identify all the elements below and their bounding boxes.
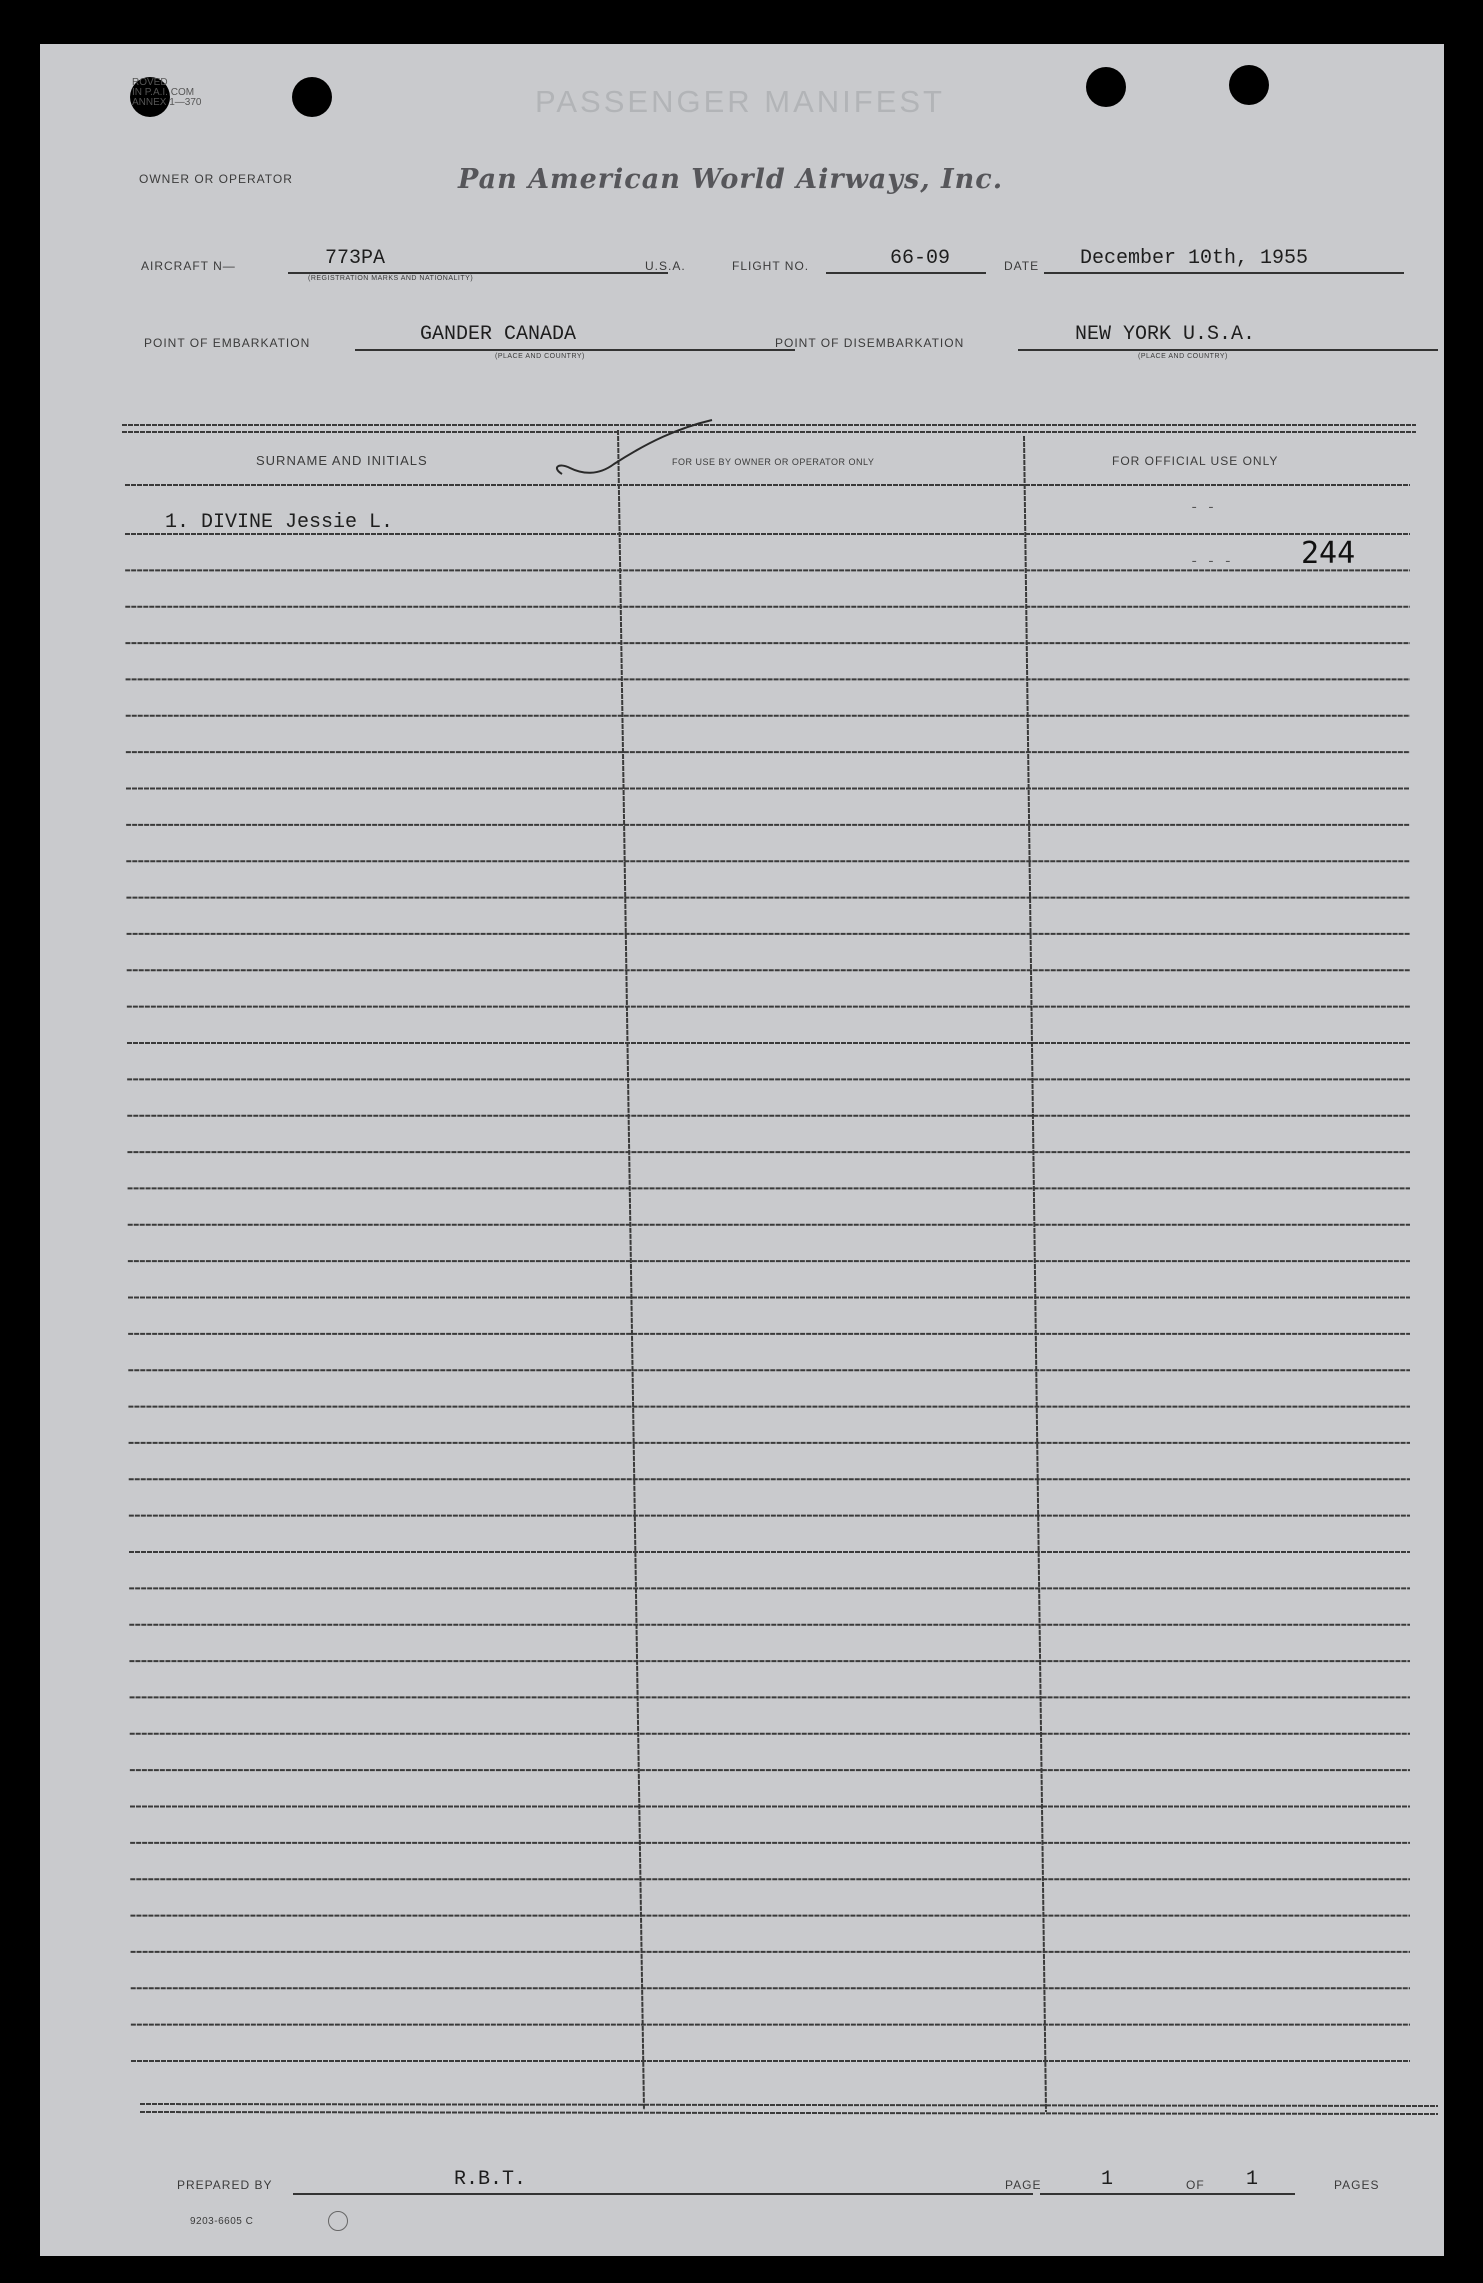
- official-marks: - -: [1190, 500, 1216, 516]
- manifest-sheet: [40, 44, 1444, 2256]
- pages-value: 1: [1246, 2168, 1259, 2191]
- approved-stamp-line: IN P.A.I. COM: [132, 87, 195, 98]
- table-bottom-rule: [140, 2104, 1438, 2106]
- embark-caption: (PLACE AND COUNTRY): [495, 353, 585, 360]
- disembark-caption: (PLACE AND COUNTRY): [1138, 353, 1228, 360]
- embark-label: POINT OF EMBARKATION: [144, 336, 311, 350]
- aircraft-label: AIRCRAFT N—: [141, 259, 236, 273]
- check-mark: [548, 416, 718, 496]
- page-value: 1: [1101, 2168, 1114, 2191]
- embark-value: GANDER CANADA: [420, 323, 577, 346]
- page-label: PAGE: [1005, 2178, 1042, 2192]
- usa-label: U.S.A.: [645, 259, 686, 273]
- column-header-surname: SURNAME AND INITIALS: [256, 453, 428, 468]
- column-header-operator: FOR USE BY OWNER OR OPERATOR ONLY: [672, 457, 875, 467]
- date-label: DATE: [1004, 259, 1040, 273]
- form-number: 9203-6605 C: [190, 2216, 254, 2227]
- prepared-value: R.B.T.: [454, 2168, 527, 2191]
- union-label-icon: [328, 2211, 348, 2231]
- manifest-table-grid: [40, 44, 1444, 2256]
- disembark-label: POINT OF DISEMBARKATION: [775, 336, 965, 350]
- approved-stamp-line: ANNEX 1—370: [132, 97, 202, 108]
- form-title: PASSENGER MANIFEST: [535, 84, 945, 119]
- column-divider: [618, 430, 644, 2110]
- disembark-value: NEW YORK U.S.A.: [1075, 323, 1256, 346]
- date-value: December 10th, 1955: [1080, 247, 1309, 270]
- official-marks: - - -: [1190, 554, 1233, 570]
- column-divider: [1024, 436, 1046, 2112]
- owner-label: OWNER OR OPERATOR: [139, 172, 293, 186]
- prepared-underline: [293, 2193, 1033, 2195]
- passenger-name: 1. DIVINE Jessie L.: [165, 511, 394, 534]
- table-bottom-rule: [140, 2112, 1438, 2114]
- pages-label: PAGES: [1334, 2178, 1380, 2192]
- official-number: 244: [1301, 536, 1356, 571]
- aircraft-caption: (REGISTRATION MARKS AND NATIONALITY): [308, 275, 474, 282]
- flight-label: FLIGHT NO.: [732, 259, 810, 273]
- page-underline: [1040, 2193, 1295, 2195]
- approved-stamp-line: ROVED: [132, 77, 168, 88]
- column-header-official: FOR OFFICIAL USE ONLY: [1112, 454, 1279, 468]
- aircraft-value: 773PA: [325, 247, 386, 270]
- of-label: OF: [1186, 2178, 1205, 2192]
- prepared-label: PREPARED BY: [177, 2178, 273, 2192]
- flight-value: 66-09: [890, 247, 951, 270]
- owner-value: Pan American World Airways, Inc.: [458, 164, 1004, 195]
